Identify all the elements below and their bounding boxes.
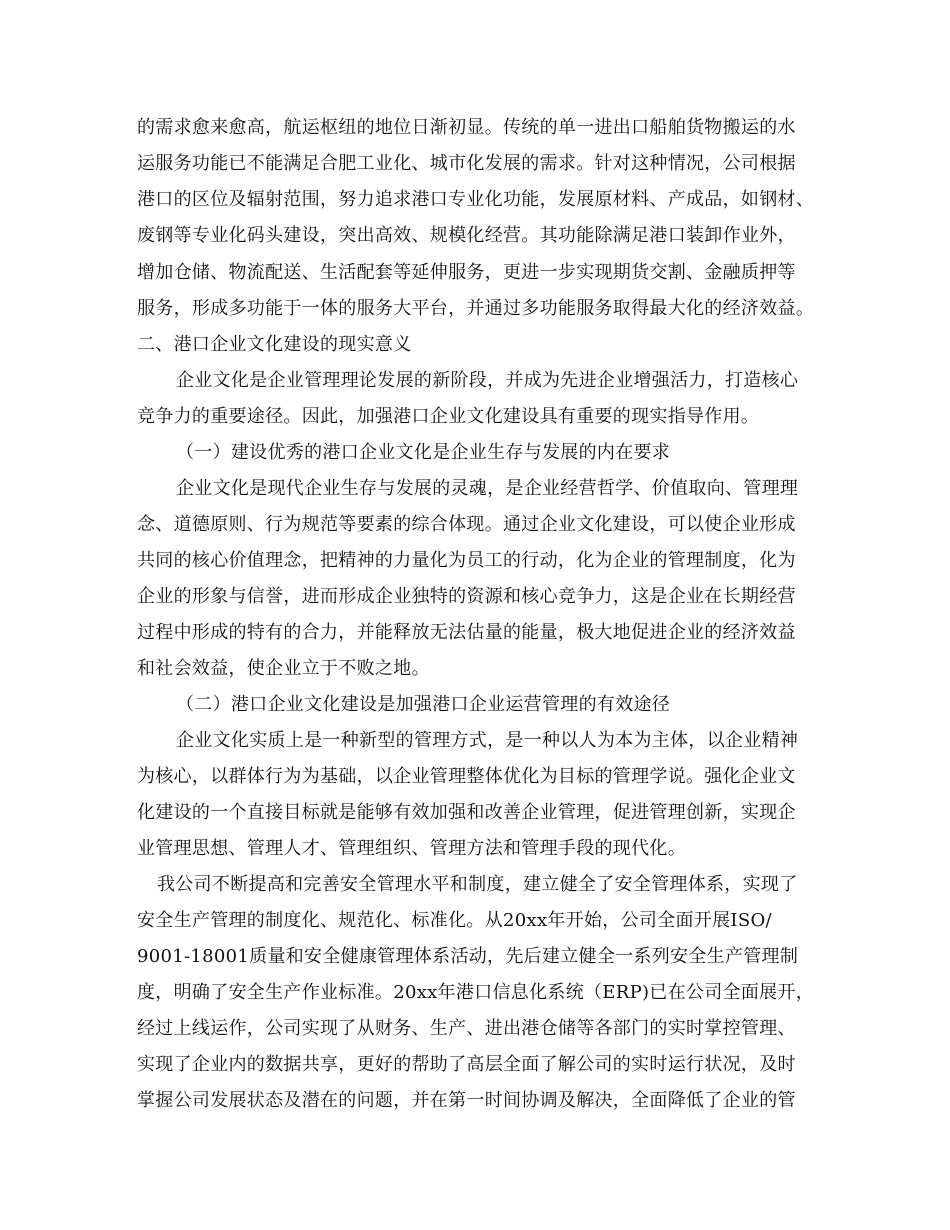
body-text-line: 业管理思想、管理人才、管理组织、管理方法和管理手段的现代化。	[137, 838, 686, 859]
body-text-line: 化建设的一个直接目标就是能够有效加强和改善企业管理，促进管理创新，实现企	[137, 802, 796, 823]
body-text-line: 安全生产管理的制度化、规范化、标准化。从20xx年开始，公司全面开展ISO/	[137, 910, 772, 931]
body-text-line: 服务，形成多功能于一体的服务大平台，并通过多功能服务取得最大化的经济效益。	[137, 298, 815, 319]
body-text-line: 9001-18001质量和安全健康管理体系活动，先后建立健全一系列安全生产管理制	[137, 946, 799, 967]
body-text-line: 港口的区位及辐射范围，努力追求港口专业化功能，发展原材料、产成品，如钢材、	[137, 189, 815, 210]
body-text-line: 增加仓储、物流配送、生活配套等延伸服务，更进一步实现期货交割、金融质押等	[137, 262, 796, 283]
body-text-line: 过程中形成的特有的合力，并能释放无法估量的能量，极大地促进企业的经济效益	[137, 622, 796, 643]
body-text-line: 共同的核心价值理念，把精神的力量化为员工的行动，化为企业的管理制度，化为	[137, 550, 796, 571]
body-text-line: 念、道德原则、行为规范等要素的综合体现。通过企业文化建设，可以使企业形成	[137, 514, 796, 535]
body-text-line: 废钢等专业化码头建设，突出高效、规模化经营。其功能除满足港口装卸作业外，	[137, 225, 796, 246]
body-text-line: 的需求愈来愈高，航运枢纽的地位日渐初显。传统的单一进出口船舶货物搬运的水	[137, 117, 796, 138]
body-text-line: 经过上线运作，公司实现了从财务、生产、进出港仓储等各部门的实时掌控管理、	[137, 1018, 796, 1039]
section-heading: 二、港口企业文化建设的现实意义	[137, 334, 412, 355]
body-text-line: 企业文化实质上是一种新型的管理方式，是一种以人为本为主体，以企业精神	[176, 730, 799, 751]
body-text-line: 竞争力的重要途径。因此，加强港口企业文化建设具有重要的现实指导作用。	[137, 406, 760, 427]
body-text-line: 我公司不断提高和完善安全管理水平和制度，建立健全了安全管理体系，实现了	[157, 874, 798, 895]
body-text-line: 度，明确了安全生产作业标准。20xx年港口信息化系统（ERP)已在公司全面展开，	[137, 982, 815, 1003]
body-text-line: 掌握公司发展状态及潜在的问题，并在第一时间协调及解决，全面降低了企业的管	[137, 1090, 796, 1111]
subsection-heading: （一）建设优秀的港口企业文化是企业生存与发展的内在要求	[176, 442, 671, 463]
body-text-line: 实现了企业内的数据共享，更好的帮助了高层全面了解公司的实时运行状况，及时	[137, 1054, 796, 1075]
body-text-line: 企业文化是企业管理理论发展的新阶段，并成为先进企业增强活力，打造核心	[176, 370, 799, 391]
body-text-line: 运服务功能已不能满足合肥工业化、城市化发展的需求。针对这种情况，公司根据	[137, 153, 796, 174]
body-text-line: 为核心，以群体行为为基础，以企业管理整体优化为目标的管理学说。强化企业文	[137, 766, 796, 787]
subsection-heading: （二）港口企业文化建设是加强港口企业运营管理的有效途径	[176, 694, 671, 715]
body-text-line: 企业的形象与信誉，进而形成企业独特的资源和核心竞争力，这是企业在长期经营	[137, 586, 796, 607]
body-text-line: 和社会效益，使企业立于不败之地。	[137, 658, 430, 679]
body-text-line: 企业文化是现代企业生存与发展的灵魂，是企业经营哲学、价值取向、管理理	[176, 478, 799, 499]
